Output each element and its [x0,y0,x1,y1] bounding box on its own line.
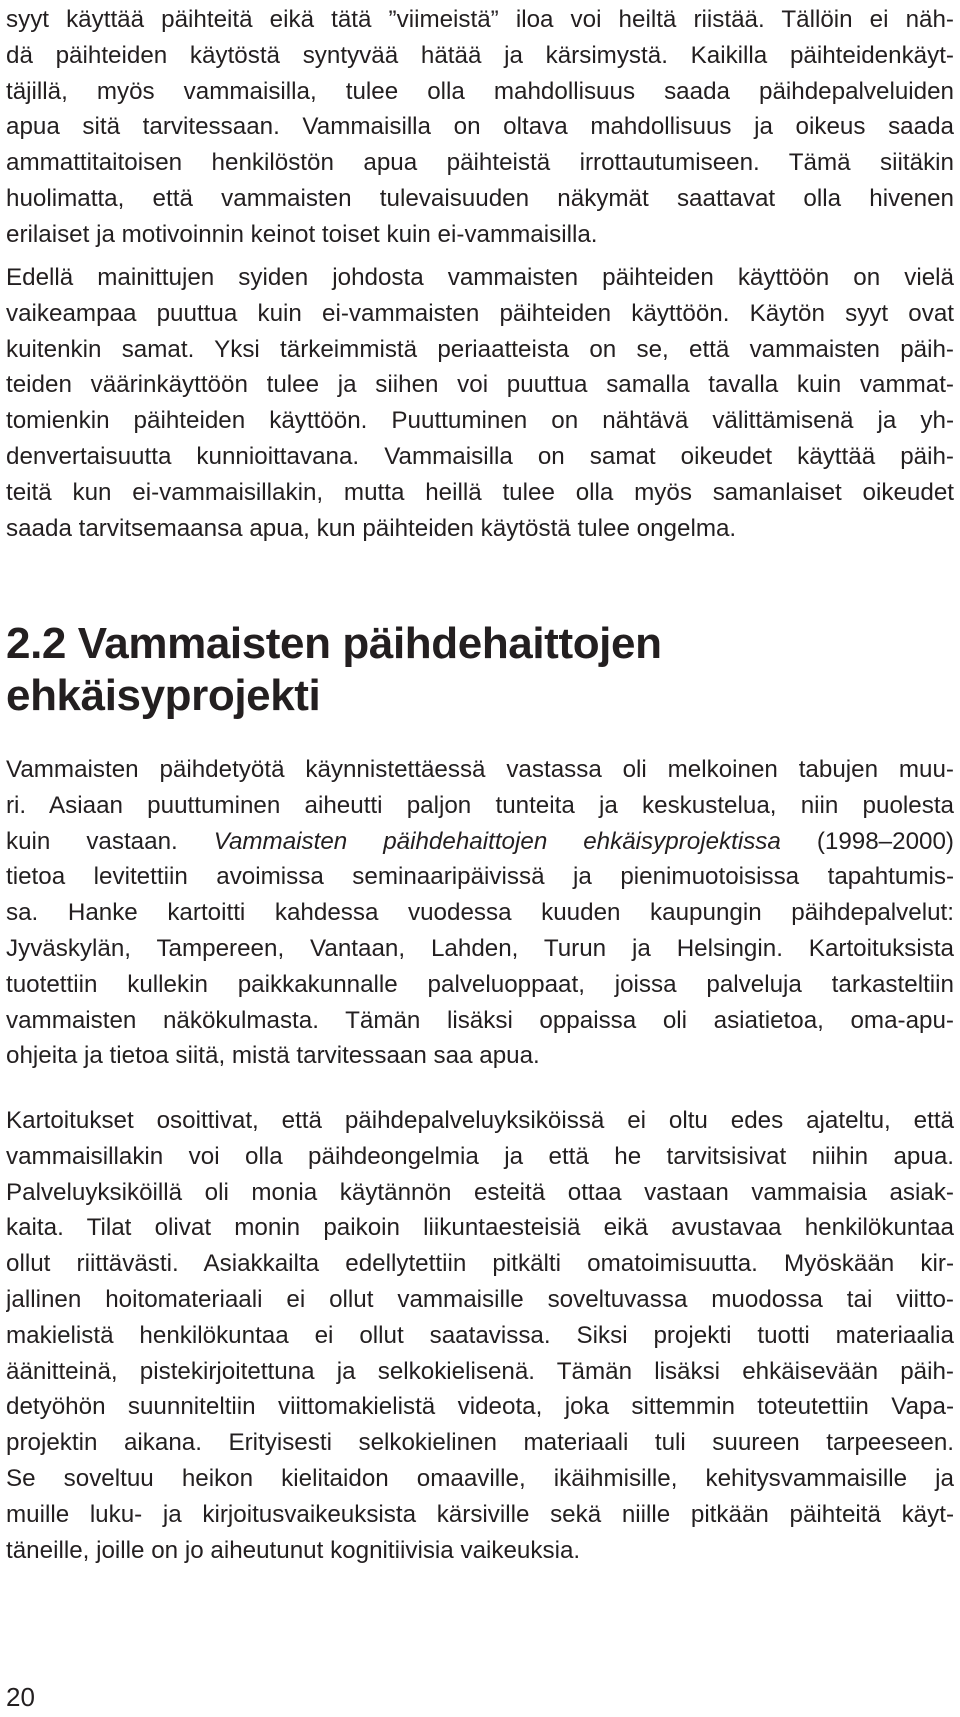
text-line: makielistä henkilökuntaa ei ollut saatavissa. Siksi projekti tuotti materiaalia [6,1321,954,1349]
section-heading-line: 2.2 Vammaisten päihdehaittojen [6,619,662,668]
text-line: dä päihteiden käytöstä syntyvää hätää ja kärsimystä. Kaikilla päihteidenkäyt- [6,41,954,69]
text-line [6,824,954,860]
text-line: sa. Hanke kartoitti kahdessa vuodessa kuuden kaupungin päihdepalvelut: [6,899,954,927]
text-line: teitä kun ei-vammaisillakin, mutta heillä tulee olla myös samanlaiset oikeudet [6,478,954,506]
section-heading-line: ehkäisyprojekti [6,671,321,720]
text-line: kuitenkin samat. Yksi tärkeimmistä periaatteista on se, että vammaisten päih- [6,335,954,363]
text-line: huolimatta, että vammaisten tulevaisuuden näkymät saattavat olla hivenen [6,184,954,212]
text-line: ri. Asiaan puuttuminen aiheutti paljon tunteita ja keskustelua, niin puolesta [6,791,954,819]
text-line: vaikeampaa puuttua kuin ei-vammaisten päihteiden käyttöön. Käytön syyt ovat [6,299,954,327]
text-line: Kartoitukset osoittivat, että päihdepalveluyksiköissä ei oltu edes ajateltu, että [6,1107,954,1134]
paragraph [6,752,954,1074]
text-line: täjillä, myös vammaisilla, tulee olla mahdollisuus saada päihdepalveluiden [6,77,954,105]
text-line: jallinen hoitomateriaali ei ollut vammaisille soveltuvassa muodossa tai viitto- [6,1285,954,1313]
text-line: Jyväskylän, Tampereen, Vantaan, Lahden, Turun ja Helsingin. Kartoituksista [6,934,954,962]
text-line: tomienkin päihteiden käyttöön. Puuttuminen on nähtävä välittämisenä ja yh- [6,407,954,435]
page-number: 20 [6,1682,35,1712]
text-line: ollut riittävästi. Asiakkailta edellytettiin pitkälti omatoimisuutta. Myöskään kir- [6,1250,954,1278]
text-line: tuotettiin kullekin paikkakunnalle palveluoppaat, joissa palveluja tarkasteltiin [6,970,954,998]
text-line: erilaiset ja motivoinnin keinot toiset kuin ei-vammaisilla. [6,220,598,248]
paragraph [6,1103,954,1568]
paragraph [6,2,954,253]
text-line: ohjeita ja tietoa siitä, mistä tarvitessaan saa apua. [6,1042,540,1070]
text-line: Se soveltuu heikon kielitaidon omaaville, ikäihmisille, kehitysvammaisille ja [6,1464,954,1492]
text-line: detyöhön suunniteltiin viittomakielistä videota, joka sittemmin toteutettiin Vapa- [6,1393,954,1421]
text-line: äänitteinä, pistekirjoitettuna ja selkokielisenä. Tämän lisäksi ehkäisevään päih- [6,1357,954,1385]
text-line: denvertaisuutta kunnioittavana. Vammaisilla on samat oikeudet käyttää päih- [6,442,954,470]
section-heading [6,618,954,722]
text-line: Palveluyksiköillä oli monia käytännön esteitä ottaa vastaan vammaisia asiak- [6,1178,954,1206]
text-line: projektin aikana. Erityisesti selkokielinen materiaali tuli suureen tarpeeseen. [6,1429,954,1457]
text-line: muille luku- ja kirjoitusvaikeuksista kärsiville sekä niille pitkään päihteitä käyt- [6,1500,954,1528]
text-line: apua sitä tarvitessaan. Vammaisilla on oltava mahdollisuus ja oikeus saada [6,113,954,141]
text-line: tietoa levitettiin avoimissa seminaaripäivissä ja pienimuotoisissa tapahtumis- [6,863,954,891]
text-line: täneille, joille on jo aiheutunut kognitiivisia vaikeuksia. [6,1536,581,1564]
text-line: vammaisillakin voi olla päihdeongelmia ja että he tarvitsisivat niihin apua. [6,1142,954,1170]
text-line: ammattitaitoisen henkilöstön apua päihteistä irrottautumiseen. Tämä siitäkin [6,149,954,177]
text-line: syyt käyttää päihteitä eikä tätä ”viimeistä” iloa voi heiltä riistää. Tällöin ei näh- [6,6,954,33]
project-name-italic: Vammaisten päihdehaittojen ehkäisyprojektissa [213,827,781,855]
text-run: kuin vastaan. [6,827,214,855]
text-line: saada tarvitsemaansa apua, kun päihteiden käytöstä tulee ongelma. [6,514,737,542]
text-line: kaita. Tilat olivat monin paikoin liikuntaesteisiä eikä avustavaa henkilökuntaa [6,1214,954,1242]
text-line: vammaisten näkökulmasta. Tämän lisäksi oppaissa oli asiatietoa, oma-apu- [6,1006,954,1034]
paragraph [6,260,954,546]
text-run: (1998–2000) [780,827,954,855]
text-line: Edellä mainittujen syiden johdosta vammaisten päihteiden käyttöön on vielä [6,264,954,291]
text-line: teiden väärinkäyttöön tulee ja siihen voi puuttua samalla tavalla kuin vammat- [6,371,954,399]
text-line: Vammaisten päihdetyötä käynnistettäessä vastassa oli melkoinen tabujen muu- [6,756,954,783]
